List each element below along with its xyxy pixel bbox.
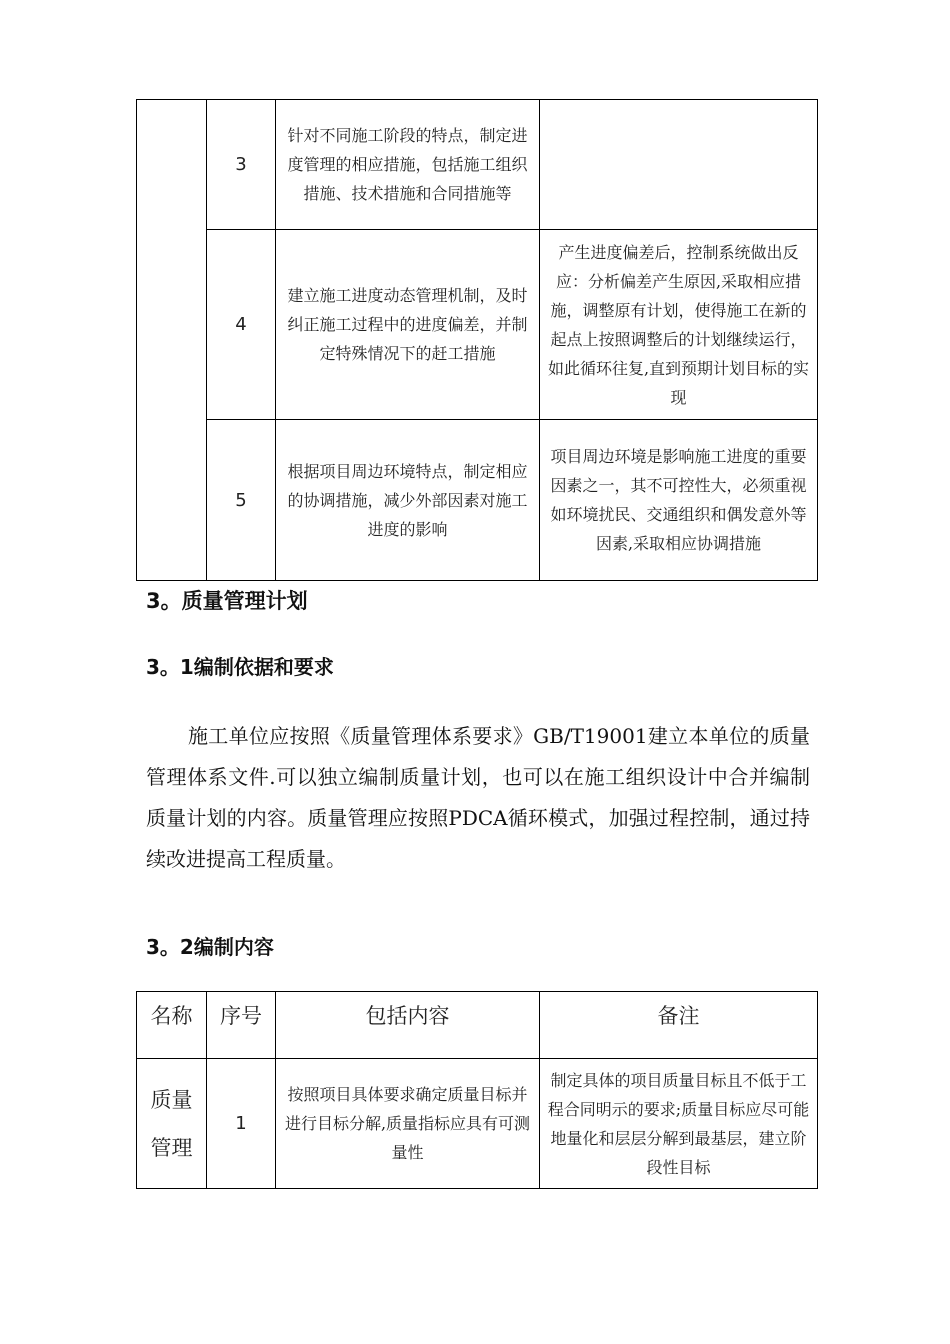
remark-cell <box>540 100 818 230</box>
table-row <box>137 420 818 581</box>
content-text: 针对不同施工阶段的特点，制定进度管理的相应措施，包括施工组织措施、技术措施和合同措施等 <box>287 126 528 203</box>
remark-cell <box>540 230 818 420</box>
subsection-title-content: 3。2编制内容 <box>146 935 274 959</box>
table-row <box>137 230 818 420</box>
progress-measures-table <box>136 99 818 581</box>
content-cell <box>276 1059 540 1189</box>
name-text: 质量管理 <box>150 1087 193 1160</box>
header-content: 包括内容 <box>276 992 540 1059</box>
content-text: 按照项目具体要求确定质量目标并进行目标分解,质量指标应具有可测量性 <box>284 1085 531 1162</box>
content-text: 根据项目周边环境特点，制定相应的协调措施，减少外部因素对施工进度的影响 <box>287 461 528 539</box>
merged-name-cell <box>137 100 207 581</box>
table-row <box>137 1059 818 1189</box>
remark-text: 制定具体的项目质量目标且不低于工程合同明示的要求;质量目标应尽可能地量化和层层分解到最基层，建立阶段性目标 <box>547 1070 810 1177</box>
name-cell <box>137 1059 207 1189</box>
table-header-row <box>137 992 818 1059</box>
remark-cell <box>540 1059 818 1189</box>
remark-cell <box>540 420 818 581</box>
content-cell <box>276 420 540 581</box>
table-row <box>137 100 818 230</box>
content-text: 建立施工进度动态管理机制，及时纠正施工过程中的进度偏差，并制定特殊情况下的赶工措施 <box>287 286 528 363</box>
section-title: 3。质量管理计划 <box>146 589 308 613</box>
remark-text: 产生进度偏差后，控制系统做出反应：分析偏差产生原因,采取相应措施，调整原有计划，使得施工在新的起点上按照调整后的计划继续运行，如此循环往复,直到预期计划目标的实现 <box>547 242 810 407</box>
quality-plan-table <box>136 991 818 1189</box>
seq-cell: 4 <box>207 230 276 420</box>
seq-cell: 3 <box>207 100 276 230</box>
seq-cell: 5 <box>207 420 276 581</box>
header-seq: 序号 <box>207 992 276 1059</box>
body-paragraph: 施工单位应按照《质量管理体系要求》GB/T19001建立本单位的质量管理体系文件.可以独立编制质量计划，也可以在施工组织设计中合并编制质量计划的内容。质量管理应按照PDCA循环模式，加强过程控制，通过持续改进提高工程质量。 <box>146 724 810 871</box>
subsection-title-basis: 3。1编制依据和要求 <box>146 655 334 679</box>
header-name: 名称 <box>137 992 207 1059</box>
seq-cell: 1 <box>207 1059 276 1189</box>
remark-text: 项目周边环境是影响施工进度的重要因素之一，其不可控性大，必须重视如环境扰民、交通组织和偶发意外等因素,采取相应协调措施 <box>550 447 807 553</box>
header-remark: 备注 <box>540 992 818 1059</box>
content-cell <box>276 100 540 230</box>
content-cell <box>276 230 540 420</box>
